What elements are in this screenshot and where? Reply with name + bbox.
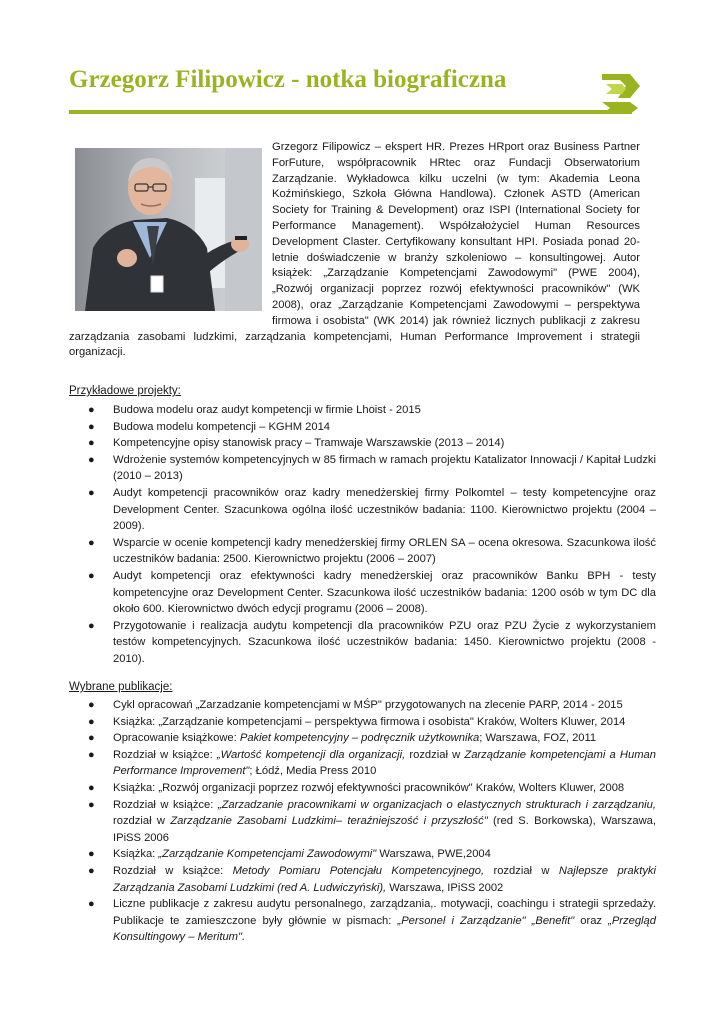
bullet-icon: ● bbox=[88, 715, 95, 728]
publication-title-italic: „Zarządzanie Kompetencjami Zawodowymi" bbox=[158, 848, 377, 861]
publication-title-italic: „Personel i Zarządzanie" „Benefit" bbox=[397, 914, 575, 927]
bullet-icon: ● bbox=[88, 569, 95, 582]
bullet-icon: ● bbox=[88, 536, 95, 549]
publication-text: Rozdział w książce: bbox=[113, 864, 233, 877]
publication-text: Rozdział w książce: bbox=[113, 748, 217, 761]
page-title: Grzegorz Filipowicz - notka biograficzna bbox=[69, 66, 507, 93]
publication-text: (red S. Borkowska), Warszawa, IPiSS 2006 bbox=[113, 815, 656, 844]
bullet-icon: ● bbox=[88, 486, 95, 499]
publications-heading: Wybrane publikacje: bbox=[69, 681, 173, 693]
project-item-text: Wsparcie w ocenie kompetencji kadry menedżerskiej firmy ORLEN SA – ocena okresowa. Szacunkowa ilość uczestników badania: 2500. Kierownictwo projektu (2006 – 2007) bbox=[113, 536, 656, 566]
project-item-text: Audyt kompetencji pracowników oraz kadry menedżerskiej firmy Polkomtel – testy kompetencyjne oraz Development Center. Szacunkowa ogólna ilość uczestników badania: 1100. Kierownictwo projektu (2004 – 2009). bbox=[113, 486, 656, 533]
project-item bbox=[88, 402, 656, 419]
bullet-icon: ● bbox=[88, 864, 95, 877]
publication-item bbox=[88, 780, 656, 797]
publication-text: Książka: bbox=[113, 848, 159, 861]
bullet-icon: ● bbox=[88, 699, 95, 711]
project-item-text: Audyt kompetencji oraz efektywności kadry menedżerskiej oraz pracowników Banku BPH - testy kompetencyjne oraz Development Center. Szacunkowa ilość uczestników badania: 1200 osób w tym DC dla około 600. Kierownictwo dwóch edycji programu (2006 – 2008). bbox=[113, 569, 656, 616]
publication-title-italic: „Przegląd Konsultingowy – Meritum". bbox=[113, 914, 656, 944]
project-item-text: Budowa modelu kompetencji – KGHM 2014 bbox=[113, 420, 331, 433]
title-underline bbox=[69, 110, 632, 114]
publication-item bbox=[88, 747, 656, 780]
project-item bbox=[88, 419, 656, 436]
publication-text: rozdział w bbox=[405, 748, 465, 761]
publication-title-italic: „Zarzadzanie pracownikami w organizacjach o elastycznych strukturach i zarządzaniu, bbox=[217, 798, 656, 811]
publication-item bbox=[88, 730, 656, 747]
publication-item bbox=[88, 714, 656, 731]
publication-item bbox=[88, 896, 656, 946]
photo-float-spacer bbox=[69, 140, 272, 320]
publications-list bbox=[88, 697, 656, 946]
publication-text: ; Łódź, Media Press 2010 bbox=[249, 765, 377, 778]
publication-text: Cykl opracowań „Zarzadzanie kompetencjami w MŚP" przygotowanych na zlecenie PARP, 2014 - 2015 bbox=[113, 699, 623, 711]
publication-text: Rozdział w książce: bbox=[113, 798, 218, 811]
project-item bbox=[88, 485, 656, 535]
publication-text: rozdział w bbox=[113, 815, 171, 828]
publication-title-italic: Zarządzanie Zasobami Ludzkimi– teraźniejszość i przyszłość" bbox=[170, 815, 488, 828]
projects-heading: Przykładowe projekty: bbox=[69, 385, 181, 397]
publication-item bbox=[88, 797, 656, 847]
project-item bbox=[88, 568, 656, 618]
publication-title-italic: Pakiet kompetencyjny – podręcznik użytkownika bbox=[239, 732, 480, 745]
bullet-icon: ● bbox=[88, 420, 95, 433]
project-item-text: Budowa modelu oraz audyt kompetencji w firmie Lhoist - 2015 bbox=[113, 404, 421, 416]
bullet-icon: ● bbox=[88, 748, 95, 761]
publication-item bbox=[88, 863, 656, 896]
bullet-icon: ● bbox=[88, 848, 95, 861]
publication-text: Warszawa, PWE,2004 bbox=[376, 848, 491, 861]
publication-text: oraz bbox=[574, 914, 609, 927]
publication-text: Warszawa, IPiSS 2002 bbox=[386, 881, 504, 894]
publication-title-italic: Metody Pomiaru Potencjału Kompetencyjnego, bbox=[232, 864, 485, 877]
project-item bbox=[88, 452, 656, 485]
bullet-icon: ● bbox=[88, 619, 95, 632]
projects-list bbox=[88, 402, 656, 668]
bullet-icon: ● bbox=[88, 732, 95, 745]
project-item-text: Przygotowanie i realizacja audytu kompetencji dla pracowników PZU oraz PZU Życie z wykorzystaniem testów kompetencyjnych. Szacunkowa ilość uczestników badania: 1450. Kierownictwo projektu (2008 - 2010). bbox=[113, 619, 656, 665]
publication-item bbox=[88, 697, 656, 714]
bullet-icon: ● bbox=[88, 437, 95, 450]
publication-text: Książka: „Rozwój organizacji poprzez rozwój efektywności pracowników" Kraków, Wolters Kluwer, 2008 bbox=[113, 781, 625, 794]
bullet-icon: ● bbox=[88, 798, 95, 811]
publication-title-italic: „Wartość kompetencji dla organizacji, bbox=[216, 748, 406, 761]
publication-title-italic: Zarządzanie kompetencjami a Human Performance Improvement" bbox=[113, 748, 656, 778]
project-item-text: Wdrożenie systemów kompetencyjnych w 85 firmach w ramach projektu Katalizator Innowacji / Kapitał Ludzki (2010 – 2013) bbox=[113, 453, 656, 483]
publication-text: Książka: „Zarządzanie kompetencjami – perspektywa firmowa i osobista" Kraków, Wolters Kluwer, 2014 bbox=[113, 715, 626, 728]
project-item bbox=[88, 535, 656, 568]
publication-item bbox=[88, 846, 656, 863]
bullet-icon: ● bbox=[88, 898, 95, 911]
publication-title-italic: Najlepsze praktyki Zarządzania Zasobami Ludzkimi (red A. Ludwiczyński), bbox=[113, 864, 656, 894]
publication-text: Opracowanie książkowe: bbox=[113, 732, 240, 745]
publication-text: ; Warszawa, FOZ, 2011 bbox=[479, 732, 597, 745]
bio-text: Grzegorz Filipowicz – ekspert HR. Prezes HRport oraz Business Partner ForFuture, współpracownik HRtec oraz Fundacji Obserwatorium Zarządzanie. Wykładowca kilku uczelni (w tym: Akademia Leona Koźmińskiego, Szkoła Główna Handlowa). Członek ASTD (American Society for Training & Development) oraz ISPI (International Society for Performance Management). Współzałożyciel Human Resources Development Claster. Certyfikowany konsultant HPI. Posiada ponad 20-letnie doświadczenie w branży szkoleniowo – konsultingowej. Autor książek: „Zarządzanie Kompetencjami Zawodowymi" (PWE 2004), „Rozwój organizacji poprzez rozwój efektywności pracowników" (WK 2008), oraz „Zarządzanie Kompetencjami Zawodowymi – perspektywa firmowa i osobista" (WK 2014) jak również licznych publikacji z zakresu zarządzania zasobami ludzkimi, zarządzania kompetencjami, Human Performance Improvement i strategii organizacji. bbox=[69, 141, 640, 359]
project-item bbox=[88, 435, 656, 452]
project-item bbox=[88, 618, 656, 668]
project-item-text: Kompetencyjne opisy stanowisk pracy – Tramwaje Warszawskie (2013 – 2014) bbox=[113, 437, 505, 450]
bullet-icon: ● bbox=[88, 453, 95, 466]
publication-text: Liczne publikacje z zakresu audytu personalnego, zarządzania,. motywacji, coachingu i strategii sprzedaży. Publikacje te zamieszczone były głównie w pismach: bbox=[113, 898, 656, 927]
bullet-icon: ● bbox=[88, 404, 95, 416]
bio-section bbox=[69, 140, 640, 361]
publication-text: rozdział w bbox=[484, 864, 559, 877]
bullet-icon: ● bbox=[88, 781, 95, 794]
